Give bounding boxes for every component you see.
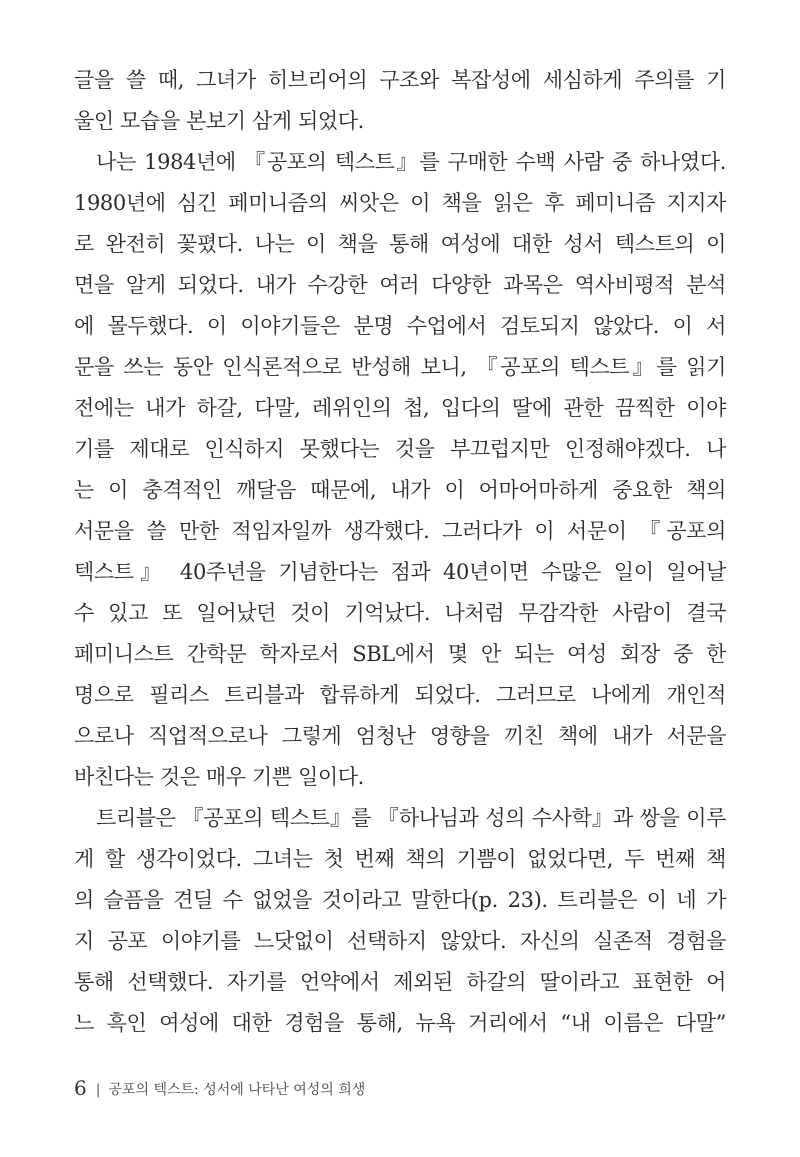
text-line: 수 있고 또 일어났던 것이 기억났다. 나처럼 무감각한 사람이 결국 xyxy=(74,601,726,625)
running-title: 공포의 텍스트: 성서에 나타난 여성의 희생 xyxy=(108,1082,366,1098)
text-line: 으로나 직업적으로나 그렇게 엄청난 영향을 끼친 책에 내가 서문을 xyxy=(74,724,726,748)
text-line: 기를 제대로 인식하지 못했다는 것을 부끄럽지만 인정해야겠다. 나 xyxy=(74,437,726,461)
text-line: 텍스트』 40주년을 기념한다는 점과 40년이면 수많은 일이 일어날 xyxy=(74,560,726,584)
text-line: 1980년에 심긴 페미니즘의 씨앗은 이 책을 읽은 후 페미니즘 지지자 xyxy=(74,191,726,215)
text-line: 게 할 생각이었다. 그녀는 첫 번째 책의 기쁨이 없었다면, 두 번째 책 xyxy=(74,847,726,871)
text-line: 지 공포 이야기를 느닷없이 선택하지 않았다. 자신의 실존적 경험을 xyxy=(74,929,726,953)
text-line: 글을 쓸 때, 그녀가 히브리어의 구조와 복잡성에 세심하게 주의를 기 xyxy=(74,68,726,92)
text-line: 에 몰두했다. 이 이야기들은 분명 수업에서 검토되지 않았다. 이 서 xyxy=(74,314,726,338)
footer-separator: | xyxy=(95,1082,101,1098)
text-line: 의 슬픔을 견딜 수 없었을 것이라고 말한다(p. 23). 트리블은 이 네 가 xyxy=(74,888,726,912)
page-number: 6 xyxy=(74,1076,87,1100)
text-line: 문을 쓰는 동안 인식론적으로 반성해 보니, 『공포의 텍스트』를 읽기 xyxy=(74,355,726,379)
text-line: 울인 모습을 본보기 삼게 되었다. xyxy=(74,109,364,133)
text-line: 통해 선택했다. 자기를 언약에서 제외된 하갈의 딸이라고 표현한 어 xyxy=(74,970,726,994)
text-line: 느 흑인 여성에 대한 경험을 통해, 뉴욕 거리에서 “내 이름은 다말” xyxy=(74,1011,726,1035)
text-line: 로 완전히 꽃폈다. 나는 이 책을 통해 여성에 대한 성서 텍스트의 이 xyxy=(74,232,726,256)
text-line: 나는 1984년에 『공포의 텍스트』를 구매한 수백 사람 중 하나였다. xyxy=(96,150,726,174)
text-line: 페미니스트 간학문 학자로서 SBL에서 몇 안 되는 여성 회장 중 한 xyxy=(74,642,726,666)
text-line: 전에는 내가 하갈, 다말, 레위인의 첩, 입다의 딸에 관한 끔찍한 이야 xyxy=(74,396,726,420)
text-line: 바친다는 것은 매우 기쁜 일이다. xyxy=(74,765,364,789)
text-line: 서문을 쓸 만한 적임자일까 생각했다. 그러다가 이 서문이 『공포의 xyxy=(74,519,726,543)
text-line: 면을 알게 되었다. 내가 수강한 여러 다양한 과목은 역사비평적 분석 xyxy=(74,273,726,297)
page-footer xyxy=(74,1075,365,1101)
text-line: 명으로 필리스 트리블과 합류하게 되었다. 그러므로 나에게 개인적 xyxy=(74,683,726,707)
text-line: 트리블은 『공포의 텍스트』를 『하나님과 성의 수사학』과 쌍을 이루 xyxy=(96,806,726,830)
text-line: 는 이 충격적인 깨달음 때문에, 내가 이 어마어마하게 중요한 책의 xyxy=(74,478,726,502)
